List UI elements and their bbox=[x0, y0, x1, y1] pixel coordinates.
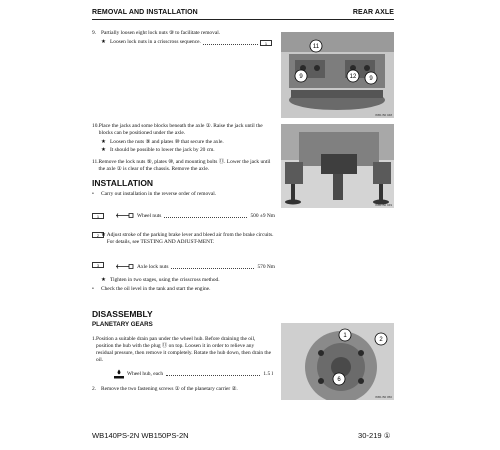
installation-bullet: Carry out installation in the reverse order of removal. bbox=[101, 191, 217, 197]
ref-tag: 3 bbox=[92, 262, 104, 268]
tag-3-row bbox=[92, 254, 104, 272]
leader-dots bbox=[171, 265, 254, 269]
step-note: Loosen lock nuts in a crisscross sequence. bbox=[110, 39, 201, 45]
footer-model: WB140PS-2N WB150PS-2N bbox=[92, 431, 189, 440]
torque-wrench-icon bbox=[115, 263, 135, 270]
leader-dots bbox=[166, 372, 260, 376]
step-number: 1. bbox=[92, 336, 97, 342]
header-rule bbox=[92, 19, 394, 20]
step-text: Place the jacks and some blocks beneath the axle ①. Raise the jack until the blocks can be positioned under the axle. bbox=[98, 123, 263, 136]
step-10 bbox=[92, 123, 272, 154]
step-number: 10. bbox=[92, 123, 99, 129]
step-number: 2. bbox=[92, 386, 97, 392]
star-icon: ★ bbox=[101, 147, 106, 153]
footer-page-number: 30-219 ① bbox=[358, 431, 391, 440]
star-icon: ★ bbox=[101, 139, 106, 145]
oil-value: 1.5 l bbox=[263, 371, 273, 377]
brake-note bbox=[92, 232, 282, 246]
installation-heading: INSTALLATION bbox=[92, 178, 154, 188]
installation-bullet: Check the oil level in the tank and start the engine. bbox=[101, 286, 211, 292]
callout-label: 11 bbox=[312, 44, 320, 50]
step-note: It should be possible to lower the jack by 20 cm. bbox=[110, 147, 215, 153]
star-icon: ★ bbox=[101, 277, 106, 283]
step-number: 11. bbox=[92, 159, 99, 165]
photo-wheel-hub bbox=[281, 323, 394, 400]
ref-tag: 2 bbox=[92, 232, 104, 238]
tighten-note-text: Tighten in two stages, using the crisscross method. bbox=[110, 277, 220, 283]
header-chapter-title: REAR AXLE bbox=[352, 9, 394, 16]
callout-label: 1 bbox=[343, 333, 347, 339]
torque-value: 500 ±9 Nm bbox=[250, 212, 275, 219]
ref-tag: 1 bbox=[260, 40, 272, 46]
torque-wrench-icon bbox=[115, 212, 135, 219]
axle-nuts-torque bbox=[115, 263, 275, 270]
callout-label: 2 bbox=[379, 337, 383, 343]
leader-dots bbox=[203, 41, 258, 45]
ref-tag: 1 bbox=[92, 213, 104, 219]
oil-label: Wheel hub, each bbox=[127, 371, 164, 377]
star-icon: ★ bbox=[101, 232, 106, 238]
step-note: Loosen the nuts ⑨ and plates ⑩ that secure the axle. bbox=[110, 139, 224, 145]
leader-dots bbox=[164, 214, 247, 218]
page-header bbox=[92, 6, 394, 20]
step-9 bbox=[92, 30, 272, 46]
photo-ref: WB1 B0 049 bbox=[375, 203, 392, 207]
photo-ref: WB1 B0 048 bbox=[375, 113, 392, 117]
photo-ref: WB1 B0 050 bbox=[375, 395, 392, 399]
photo-wheel-hub-drawing bbox=[281, 323, 394, 400]
torque-label: Wheel nuts bbox=[137, 212, 162, 219]
wheel-nuts-torque bbox=[115, 212, 275, 219]
star-icon: ★ bbox=[101, 39, 106, 45]
disassembly-heading: DISASSEMBLY bbox=[92, 309, 153, 319]
callout-label: 9 bbox=[369, 76, 373, 82]
step-text: Remove the lock nuts ⑨, plates ⑩, and mounting bolts ⑪. Lower the jack until the axle ① is clear of the chassis. Remove the axle. bbox=[98, 159, 271, 172]
torque-label: Axle lock nuts bbox=[137, 263, 169, 270]
brake-note-text: Adjust stroke of the parking brake lever and bleed air from the brake circuits. For details, see TESTING AND ADJUST-MENT. bbox=[106, 232, 274, 245]
tighten-note bbox=[92, 277, 292, 293]
callout-label: 6 bbox=[337, 377, 341, 383]
photo-axle-nuts bbox=[281, 32, 394, 118]
step-text: Position a suitable drain pan under the wheel hub. Before draining the oil, position the hub with the plug ⑪ on top. Loosen it in order to relieve any residual pressure, then remove it completely. Rotate the hub down, then drain the oil. bbox=[96, 336, 271, 363]
installation-body bbox=[92, 191, 392, 198]
photo-axle-nuts-drawing bbox=[281, 32, 394, 118]
oil-can-icon bbox=[113, 369, 125, 379]
disassembly-step-2 bbox=[92, 386, 292, 393]
callout-label: 12 bbox=[349, 74, 357, 80]
bullet-icon: • bbox=[92, 286, 94, 292]
bullet-icon: • bbox=[92, 191, 94, 197]
step-text: Partially loosen eight lock nuts ⑨ to facilitate removal. bbox=[101, 30, 221, 36]
callout-label: 9 bbox=[299, 74, 303, 80]
planetary-gears-heading: PLANETARY GEARS bbox=[92, 321, 153, 328]
step-text: Remove the two fastening screws ① of the planetary carrier ②. bbox=[101, 386, 238, 392]
step-number: 9. bbox=[92, 30, 97, 36]
step-11 bbox=[92, 159, 272, 173]
disassembly-step-1 bbox=[92, 336, 272, 364]
tag-1-row bbox=[92, 205, 104, 223]
torque-value: 570 Nm bbox=[257, 263, 275, 270]
header-section-title: REMOVAL AND INSTALLATION bbox=[92, 9, 198, 16]
wheel-hub-oil bbox=[113, 369, 273, 379]
